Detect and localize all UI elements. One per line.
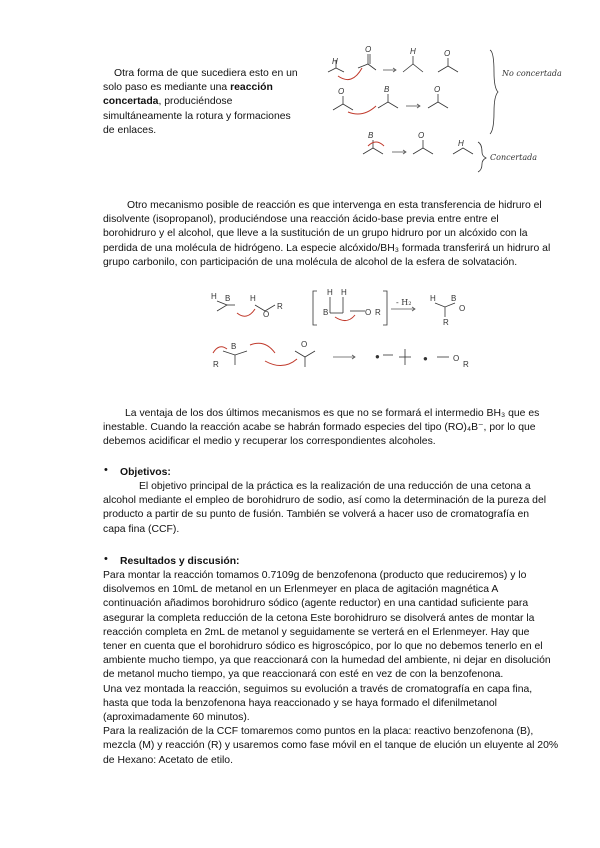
scheme-hydride-mechanisms [318,42,568,192]
obj-line-2: alcohol mediante el empleo de borohidruro de sodio, así como la determinación de la pureza del [103,495,547,507]
res-line-12: Para la realización de la CCF tomaremos como puntos en la placa: reactivo benzofenona (B), [103,726,534,738]
svg-text:B: B [323,308,329,317]
res-line-8: de metanol mucho tiempo, ya que reaccionará con esté en vez de con la benzofenona. [103,669,504,681]
svg-text:H: H [458,139,464,148]
svg-text:O: O [365,308,372,317]
svg-text:B: B [384,85,390,94]
svg-text:R: R [277,302,283,311]
res-line-3: continuación añadimos borohidruro sódico (agente reductor) en una cantidad suficiente para [103,598,529,610]
svg-text:H: H [430,294,436,303]
svg-text:H: H [410,47,416,56]
svg-text:R: R [375,308,381,317]
svg-text:H: H [211,292,217,301]
p2-line-3: borohidruro y el alcohol, que lleve a la sustitución de un grupo hidruro por un alcóxido con la [103,228,528,240]
res-line-13: mezcla (M) y reacción (R) y usaremos como fase móvil en el tanque de elución un eluyente al 20% [103,740,559,752]
res-line-2: disolvemos en 10mL de metanol en un Erlenmeyer en placa de agitación magnética A [103,584,499,596]
p2-line-4: perdida de una molécula de hidrógeno. La especie alcóxido/BH₃ formada transferirá un hidruro al [103,242,551,254]
svg-text:O: O [459,304,466,313]
svg-text:O: O [365,45,372,54]
label-concertada: Concertada [490,153,538,162]
svg-text:B: B [451,294,457,303]
svg-text:H: H [250,294,256,303]
p2-line-1: Otro mecanismo posible de reacción es que intervenga en esta transferencia de hidruro el [127,200,542,211]
svg-text:R: R [443,318,449,327]
svg-text:O: O [263,310,270,319]
p3-line-3: debemos acidificar el medio y recuperar los correspondientes alcoholes. [103,436,436,448]
res-line-11: (aproximadamente 60 minutos). [103,712,250,724]
svg-text:R: R [463,360,469,369]
res-line-7: ambiente mucho tiempo, ya que reaccionará con la humedad del ambiente, ni dejar en disolución [103,655,551,667]
objetivos-heading: Objetivos: [120,467,171,478]
p3-line-1: La ventaja de los dos últimos mecanismos es que no se formará el intermedio BH₃ que es [125,408,540,419]
label-no-concertada: No concertada [502,69,562,78]
svg-text:O: O [453,354,460,363]
intro-text-2: , produciéndose simultáneamente la rotura y formaciones de enlaces. [103,96,291,136]
intro-paragraph [103,67,303,138]
obj-line-1: El objetivo principal de la práctica es la realización de una reducción de una cetona a [139,481,531,492]
res-line-6: tener en cuenta que el borohidruro sódico es higroscópico, por lo que no debemos tenerlo en el [103,641,543,653]
paragraph-isopropanol-mechanism [103,199,573,270]
res-line-14: de Hexano: Acetato de etilo. [103,754,233,766]
svg-text:B: B [225,294,231,303]
p2-line-5: grupo carbonilo, con participación de una molécula de alcohol de la esfera de solvatación. [103,256,518,268]
intro-strong: reacción concertada [103,82,273,108]
resultados-heading: Resultados y discusión: [120,556,240,567]
res-line-1: Para montar la reacción tomamos 0.7109g de benzofenona (producto que reduciremos) y lo [103,570,527,581]
svg-text:B: B [368,131,374,140]
p3-line-2: inestable. Cuando la reacción acabe se habrán formado especies del tipo (RO)₄B⁻, por lo que [103,422,536,434]
intro-text-1: Otra forma de que sucediera esto en un solo paso es mediante una [103,68,298,94]
svg-text:O: O [418,131,425,140]
objetivos-paragraph [103,480,573,537]
bullet-resultados: • [104,553,108,565]
res-line-5: reacción completa en 2mL de metanol y seguidamente se verterá en el Erlenmeyer. Hay que [103,626,530,638]
res-line-9: Una vez montada la reacción, seguimos su evolución a través de cromatografía en capa fina, [103,683,533,695]
svg-text:O: O [434,85,441,94]
obj-line-4: capa fina (CCF). [103,523,180,535]
resultados-paragraph [103,569,578,768]
bullet-objetivos: • [104,464,108,476]
paragraph-advantages [103,407,573,450]
svg-text:H: H [332,57,338,66]
svg-text:O: O [444,49,451,58]
svg-text:O: O [301,340,308,349]
minus-h2-label: - H₂ [396,298,412,307]
svg-text:H: H [341,288,347,297]
svg-text:O: O [338,87,345,96]
svg-text:B: B [231,342,237,351]
svg-text:●: ● [375,352,380,361]
res-line-4: asegurar la completa reducción de la cetona Este borohidruro se disolverá antes de montar la [103,612,535,624]
res-line-10: hasta que toda la benzofenona haya reaccionado y se haya formado el difenilmetanol [103,697,497,709]
p2-line-2: disolvente (isopropanol), produciéndose una reacción ácido-base previa entre entre el [103,214,499,226]
scheme-alkoxide-borane [205,283,495,393]
svg-text:R: R [213,360,219,369]
svg-text:●: ● [423,354,428,363]
obj-line-3: producto a partir de su punto de fusión. También se volverá a hacer uso de cromatografía en [103,509,530,521]
svg-text:H: H [327,288,333,297]
